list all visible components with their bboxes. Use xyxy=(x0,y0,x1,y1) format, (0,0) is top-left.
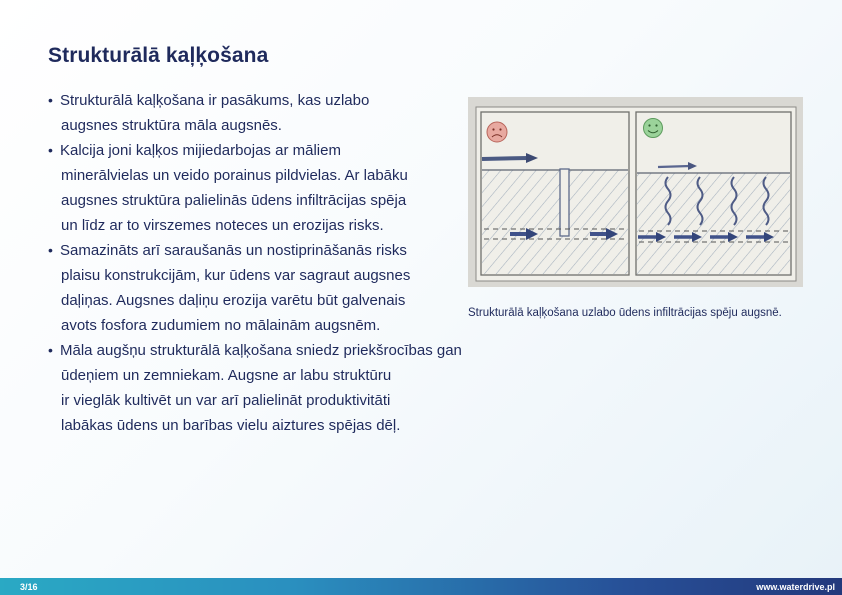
bullet-line: Māla augšņu strukturālā kaļķošana sniedz priekšrocības gan xyxy=(60,342,462,359)
bullet-dot-icon: • xyxy=(48,92,53,108)
soil-structure-sketch xyxy=(468,97,803,287)
bullet-line: daļiņas. Augsnes daļiņu erozija varētu būt galvenais xyxy=(61,292,406,309)
sad-face-icon xyxy=(487,122,507,142)
page-title: Strukturālā kaļķošana xyxy=(48,44,269,67)
bullet-line: un līdz ar to virszemes noteces un erozijas risks. xyxy=(61,217,384,234)
happy-face-icon xyxy=(644,119,663,138)
bullet-item xyxy=(48,138,498,238)
bullet-item xyxy=(48,238,498,338)
bullet-dot-icon: • xyxy=(48,142,53,158)
bullet-line: augsnes struktūra palielinās ūdens infiltrācijas spēja xyxy=(61,192,407,209)
page-number: 3/16 xyxy=(20,582,38,592)
bullet-line: Strukturālā kaļķošana ir pasākums, kas uzlabo xyxy=(60,92,370,109)
bullet-line: avots fosfora zudumiem no mālainām augsnēm. xyxy=(61,317,381,334)
bullet-line: Samazināts arī saraušanās un nostiprināšanās risks xyxy=(60,242,407,259)
bullet-line: augsnes struktūra māla augsnēs. xyxy=(61,117,282,134)
bullet-dot-icon: • xyxy=(48,242,53,258)
bullet-item xyxy=(48,88,498,138)
footer-bar xyxy=(0,578,842,595)
figure-caption: Strukturālā kaļķošana uzlabo ūdens infiltrācijas spēju augsnē. xyxy=(468,307,782,319)
bullet-dot-icon: • xyxy=(48,342,53,358)
bullet-line: ūdeņiem un zemniekam. Augsne ar labu struktūru xyxy=(61,367,392,384)
bullet-line: ir vieglāk kultivēt un var arī palielināt produktivitāti xyxy=(61,392,391,409)
bullet-line: plaisu konstrukcijām, kur ūdens var sagraut augsnes xyxy=(61,267,411,284)
bullet-line: Kalcija joni kaļķos mijiedarbojas ar māliem xyxy=(60,142,341,159)
bullet-list xyxy=(48,88,498,438)
bullet-line: minerālvielas un veido porainus pildvielas. Ar labāku xyxy=(61,167,408,184)
website-link[interactable]: www.waterdrive.pl xyxy=(756,582,835,592)
bullet-line: labākas ūdens un barības vielu aiztures spējas dēļ. xyxy=(61,417,401,434)
bullet-item xyxy=(48,338,498,438)
